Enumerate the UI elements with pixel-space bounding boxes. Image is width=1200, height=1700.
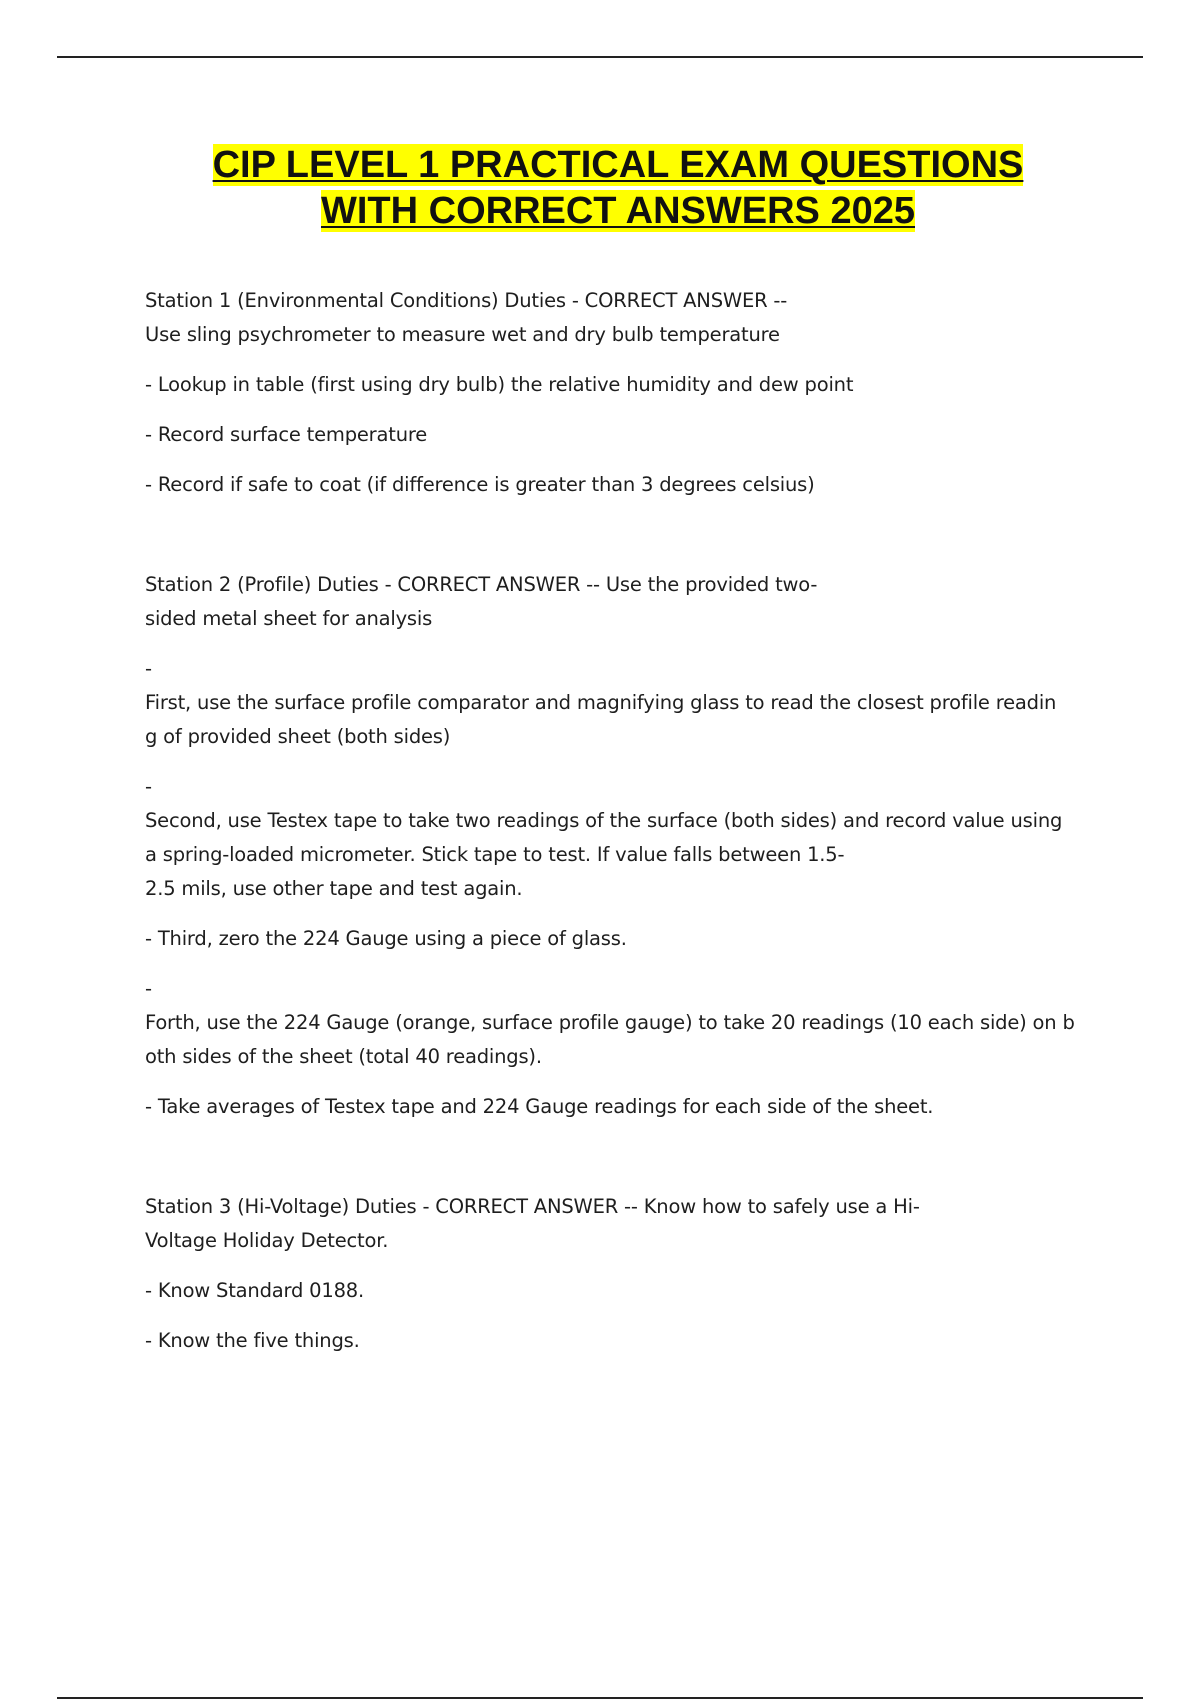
- station-3-heading: Station 3 (Hi-Voltage) Duties - CORRECT ANSWER -- Know how to safely use a Hi- Voltage Holiday Detector.: [145, 1195, 920, 1252]
- document-body: [145, 284, 1095, 1358]
- station-2-step: - Second, use Testex tape to take two readings of the surface (both sides) and record value using a spring-loaded micrometer. Stick tape to test. If value falls between 1.5- 2.5 mils, use other tape and test again.: [145, 775, 1063, 900]
- header-rule: [57, 56, 1143, 58]
- station-2-step: - Take averages of Testex tape and 224 Gauge readings for each side of the sheet.: [145, 1095, 934, 1118]
- title-line-2: WITH CORRECT ANSWERS 2025: [321, 190, 915, 232]
- title-line-1: CIP LEVEL 1 PRACTICAL EXAM QUESTIONS: [212, 144, 1024, 186]
- document-title: [0, 142, 1200, 234]
- station-3-step: - Know the five things.: [145, 1329, 360, 1352]
- station-1-step: - Lookup in table (first using dry bulb) the relative humidity and dew point: [145, 373, 854, 396]
- station-2-step: - First, use the surface profile comparator and magnifying glass to read the closest profile readin g of provided sheet (both sides): [145, 657, 1057, 748]
- footer-rule: [57, 1697, 1143, 1699]
- station-1-step: - Record surface temperature: [145, 423, 428, 446]
- station-1-heading: Station 1 (Environmental Conditions) Duties - CORRECT ANSWER -- Use sling psychrometer to measure wet and dry bulb temperature: [145, 289, 788, 346]
- station-2-heading: Station 2 (Profile) Duties - CORRECT ANSWER -- Use the provided two- sided metal sheet for analysis: [145, 573, 818, 630]
- station-2-step: - Third, zero the 224 Gauge using a piece of glass.: [145, 927, 627, 950]
- station-1-step: - Record if safe to coat (if difference is greater than 3 degrees celsius): [145, 473, 815, 496]
- station-3-step: - Know Standard 0188.: [145, 1279, 364, 1302]
- station-2-step: - Forth, use the 224 Gauge (orange, surface profile gauge) to take 20 readings (10 each side) on b oth sides of the sheet (total 40 readings).: [145, 977, 1075, 1068]
